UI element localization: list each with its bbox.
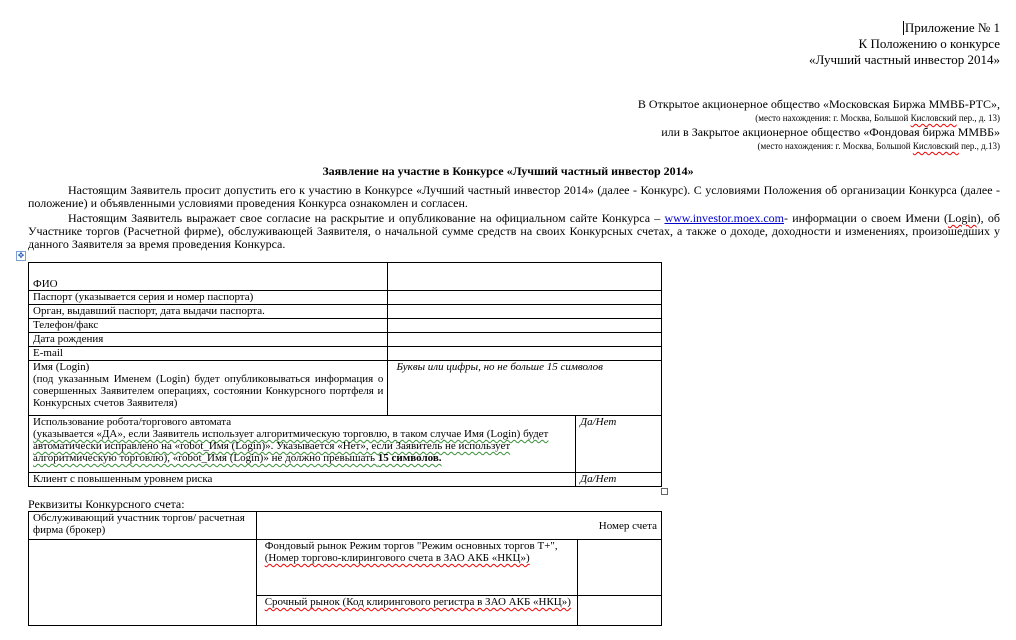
requisites-label[interactable]: Реквизиты Конкурсного счета: xyxy=(28,497,185,511)
risk-value-cell[interactable]: Да/Нет xyxy=(576,473,662,487)
website-link[interactable]: www.investor.moex.com xyxy=(664,211,785,225)
appendix-header xyxy=(809,20,1000,68)
robot-value-cell[interactable]: Да/Нет xyxy=(576,416,662,473)
addressee-block xyxy=(638,96,1000,152)
phone-label: Телефон/факс xyxy=(29,319,388,333)
phone-value-cell[interactable] xyxy=(388,319,662,333)
applicant-info-table xyxy=(28,262,662,487)
addressee-location-1[interactable]: (место нахождения: г. Москва, Большой Кисловский пер., д. 13) xyxy=(755,113,1000,123)
document-title[interactable]: Заявление на участие в Конкурсе «Лучший частный инвестор 2014» xyxy=(322,164,694,178)
email-value-cell[interactable] xyxy=(388,347,662,361)
addressee-line-1[interactable]: В Открытое акционерное общество «Московская Биржа ММВБ-РТС», xyxy=(637,97,1000,111)
appendix-number[interactable]: Приложение № 1 xyxy=(904,20,1000,35)
derivatives-market-cell: Срочный рынок (Код клирингового регистра в ЗАО АКБ «НКЦ») xyxy=(256,596,577,626)
fio-label: ФИО xyxy=(29,263,388,291)
broker-header: Обслуживающий участник торгов/ расчетная фирма (брокер) xyxy=(29,512,257,540)
stock-account-value-cell[interactable] xyxy=(578,540,662,596)
issuer-label: Орган, выдавший паспорт, дата выдачи паспорта. xyxy=(29,305,388,319)
paragraph-2[interactable]: Настоящим Заявитель выражает свое согласие на раскрытие и опубликование на официальном сайте Конкурса – www.investor.moex.com- информации о своем Имени (Login), об Участнике торгов (Расчетной фирме), обслуживающей Заявителя, о начальной сумме средств на своих Конкурсных счетах, а также о доходе, доходности и изменениях, произошедших у данного Заявителя за время проведения Конкурса. xyxy=(28,211,1000,251)
broker-value-cell[interactable] xyxy=(29,540,257,626)
account-header: Номер счета xyxy=(256,512,661,540)
fio-value-cell[interactable] xyxy=(388,263,662,291)
email-label: E-mail xyxy=(29,347,388,361)
account-requisites-table xyxy=(28,511,662,626)
birth-label: Дата рождения xyxy=(29,333,388,347)
appendix-contest-name[interactable]: «Лучший частный инвестор 2014» xyxy=(809,52,1000,67)
stock-market-cell: Фондовый рынок Режим торгов "Режим основных торгов Т+", (Номер торгово-клирингового счета в ЗАО АКБ «НКЦ») xyxy=(256,540,577,596)
birth-value-cell[interactable] xyxy=(388,333,662,347)
derivatives-account-value-cell[interactable] xyxy=(578,596,662,626)
login-value-cell[interactable]: Буквы или цифры, но не больше 15 символов xyxy=(388,361,662,416)
passport-label: Паспорт (указывается серия и номер паспорта) xyxy=(29,291,388,305)
risk-label: Клиент с повышенным уровнем риска xyxy=(29,473,576,487)
paragraph-1[interactable]: Настоящим Заявитель просит допустить его к участию в Конкурсе «Лучший частный инвестор 2014» (далее - Конкурс). С условиями Положения об организации Конкурса (далее - положение) и объявленными условиями проведения Конкурса ознакомлен и согласен. xyxy=(28,183,1000,210)
appendix-regulation[interactable]: К Положению о конкурсе xyxy=(858,36,1000,51)
addressee-location-2[interactable]: (место нахождения: г. Москва, Большой Кисловский пер., д.13) xyxy=(757,141,1000,151)
addressee-line-2[interactable]: или в Закрытое акционерное общество «Фондовая биржа ММВБ» xyxy=(661,125,1000,139)
robot-label: Использование робота/торгового автомата (указывается «ДА», если Заявитель использует алгоритмическую торговлю, в таком случае Имя (Login) будет автоматически исправлено на «robot_Имя (Login)». Указывается «Нет», если Заявитель не использует алгоритмическую торговлю), «robot_Имя (Login)» не должно превышать 15 символов. xyxy=(29,416,576,473)
resize-handle-icon[interactable] xyxy=(661,488,668,495)
move-handle-icon[interactable]: ✥ xyxy=(17,251,25,260)
login-label: Имя (Login) (под указанным Именем (Login) будет опубликовываться информация о совершенных Заявителем операциях, состоянии Конкурсного портфеля и Конкурсных счетов Заявителя) xyxy=(29,361,388,416)
issuer-value-cell[interactable] xyxy=(388,305,662,319)
passport-value-cell[interactable] xyxy=(388,291,662,305)
